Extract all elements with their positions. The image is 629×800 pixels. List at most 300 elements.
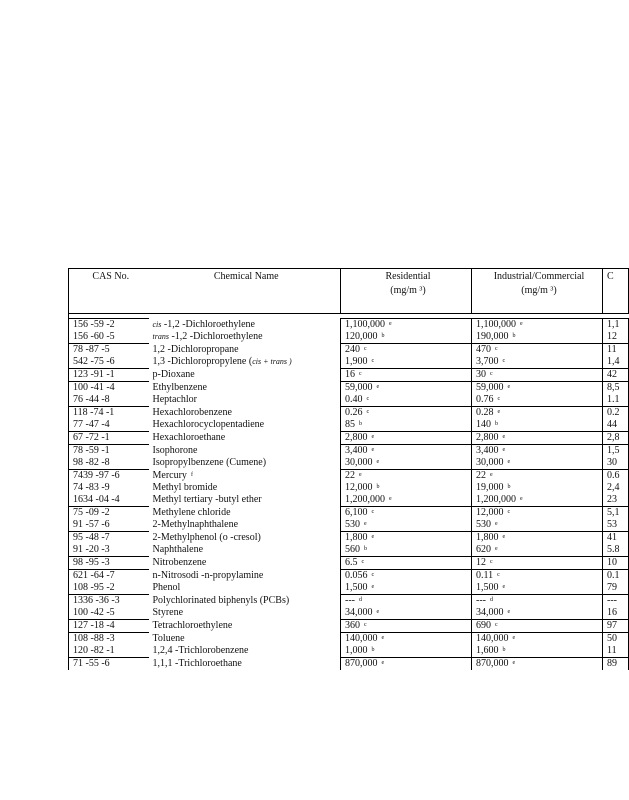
header-residential-unit: (mg/m ³) — [390, 285, 426, 296]
name-prefix: trans — [152, 332, 169, 341]
cas-number-cell — [69, 658, 149, 671]
other-cell — [603, 519, 629, 532]
chemical-name-cell — [149, 445, 341, 458]
residential-footnote: e — [364, 521, 367, 527]
residential-value: 2,800 — [345, 432, 368, 443]
cas-number-cell — [69, 369, 149, 382]
table-row — [69, 658, 629, 671]
chemical-name-cell — [149, 570, 341, 583]
cas-number: 7439 -97 -6 — [73, 470, 120, 481]
residential-footnote: c — [371, 509, 375, 515]
residential-cell — [341, 356, 472, 369]
other-cell — [603, 607, 629, 620]
residential-value: 1,100,000 — [345, 319, 385, 330]
cas-number-cell — [69, 519, 149, 532]
industrial-cell — [472, 658, 603, 671]
residential-value: 0.056 — [345, 570, 368, 581]
other-cell — [603, 382, 629, 395]
residential-cell — [341, 519, 472, 532]
industrial-footnote: e — [497, 409, 501, 415]
industrial-footnote: c — [490, 371, 493, 377]
chemical-name: Isopropylbenzene (Cumene) — [152, 457, 267, 468]
industrial-value: 530 — [476, 519, 491, 530]
industrial-footnote: d — [490, 597, 493, 603]
industrial-footnote: c — [507, 509, 511, 515]
residential-footnote: b — [376, 484, 380, 490]
other-value: 50 — [607, 633, 617, 644]
other-cell — [603, 645, 629, 658]
other-value: 16 — [607, 607, 617, 618]
cas-number: 100 -42 -5 — [73, 607, 115, 618]
residential-value: 1,500 — [345, 582, 368, 593]
table-row — [69, 633, 629, 646]
screening-levels-table — [68, 268, 629, 670]
industrial-value: 0.76 — [476, 394, 494, 405]
chemical-name-cell — [149, 319, 341, 332]
industrial-footnote: e — [502, 534, 506, 540]
table-row — [69, 382, 629, 395]
other-cell — [603, 482, 629, 494]
residential-value: 22 — [345, 470, 355, 481]
table-row — [69, 356, 629, 369]
chemical-name: Styrene — [152, 607, 184, 618]
chemical-name-cell — [149, 432, 341, 445]
cas-number-cell — [69, 470, 149, 483]
residential-footnote: e — [389, 496, 392, 502]
industrial-footnote: e — [502, 584, 506, 590]
other-value: 0.6 — [607, 470, 620, 481]
other-cell — [603, 633, 629, 646]
industrial-value: 190,000 — [476, 331, 509, 342]
industrial-footnote: e — [502, 447, 506, 453]
residential-value: 30,000 — [345, 457, 373, 468]
cas-number: 542 -75 -6 — [73, 356, 115, 367]
cas-number: 91 -20 -3 — [73, 544, 110, 555]
industrial-cell — [472, 507, 603, 520]
industrial-footnote: c — [497, 396, 501, 402]
other-cell — [603, 445, 629, 458]
chemical-name: p-Dioxane — [152, 368, 195, 380]
residential-cell — [341, 482, 472, 494]
cas-number: 75 -09 -2 — [73, 507, 110, 518]
industrial-footnote: e — [502, 434, 506, 440]
industrial-value: 12,000 — [476, 507, 504, 518]
residential-cell — [341, 607, 472, 620]
table-row — [69, 645, 629, 658]
chemical-name-cell — [149, 394, 341, 407]
other-cell — [603, 407, 629, 420]
chemical-name: Mercury — [152, 469, 187, 481]
other-value: 2,4 — [607, 482, 620, 493]
table-row — [69, 519, 629, 532]
chemical-name: Methyl bromide — [152, 482, 218, 493]
cas-number-cell — [69, 407, 149, 420]
table-row — [69, 507, 629, 520]
industrial-value: 1,200,000 — [476, 494, 516, 505]
residential-cell — [341, 445, 472, 458]
industrial-footnote: e — [490, 472, 493, 478]
other-value: --- — [607, 595, 617, 606]
table-row — [69, 457, 629, 470]
other-cell — [603, 319, 629, 332]
header-residential: Residential (mg/m ³) — [341, 269, 472, 314]
residential-value: 16 — [345, 369, 355, 380]
residential-value: 34,000 — [345, 607, 373, 618]
cas-number-cell — [69, 356, 149, 369]
residential-cell — [341, 407, 472, 420]
other-cell — [603, 532, 629, 545]
industrial-value: 30,000 — [476, 457, 504, 468]
industrial-value: 1,500 — [476, 582, 499, 593]
residential-value: 870,000 — [345, 658, 378, 669]
residential-value: 140,000 — [345, 633, 378, 644]
cas-number: 156 -60 -5 — [73, 331, 115, 342]
industrial-value: --- — [476, 595, 486, 606]
cas-number: 78 -87 -5 — [73, 344, 110, 355]
industrial-footnote: c — [497, 572, 500, 578]
industrial-cell — [472, 394, 603, 407]
residential-footnote: e — [376, 459, 380, 465]
residential-cell — [341, 595, 472, 608]
industrial-value: 140 — [476, 419, 491, 430]
residential-cell — [341, 344, 472, 357]
residential-value: 6,100 — [345, 507, 368, 518]
chemical-name-cell — [149, 331, 341, 344]
other-cell — [603, 369, 629, 382]
chemical-name: 1,1,1 -Trichloroethane — [152, 657, 242, 669]
other-cell — [603, 570, 629, 583]
chemical-name: Methyl tertiary -butyl ether — [152, 494, 262, 505]
other-cell — [603, 582, 629, 595]
other-value: 89 — [607, 658, 617, 669]
chemical-name: Isophorone — [152, 444, 198, 456]
industrial-cell — [472, 633, 603, 646]
cas-number: 123 -91 -1 — [73, 369, 115, 380]
chemical-name: 1,3 -Dichloropropylene ( — [152, 356, 253, 367]
cas-number: 71 -55 -6 — [73, 658, 110, 669]
other-cell — [603, 470, 629, 483]
table-row — [69, 319, 629, 332]
residential-cell — [341, 658, 472, 671]
residential-footnote: b — [359, 421, 362, 427]
name-prefix: cis — [152, 319, 162, 329]
other-value: 2,8 — [607, 432, 620, 443]
other-value: 0.2 — [607, 407, 620, 418]
residential-cell — [341, 394, 472, 407]
chemical-name: 1,2,4 -Trichlorobenzene — [152, 645, 249, 656]
cas-number: 118 -74 -1 — [73, 407, 115, 418]
industrial-footnote: c — [495, 346, 498, 352]
residential-cell — [341, 544, 472, 557]
industrial-value: 22 — [476, 470, 486, 481]
industrial-cell — [472, 494, 603, 507]
chemical-name: Heptachlor — [152, 394, 197, 405]
industrial-value: 3,400 — [476, 445, 499, 456]
industrial-cell — [472, 607, 603, 620]
table-row — [69, 620, 629, 633]
residential-cell — [341, 457, 472, 470]
residential-footnote: c — [371, 572, 375, 578]
industrial-footnote: b — [507, 484, 511, 490]
residential-footnote: b — [364, 546, 367, 552]
residential-footnote: e — [371, 447, 375, 453]
residential-cell — [341, 507, 472, 520]
industrial-value: 470 — [476, 344, 491, 355]
chemical-name-cell — [149, 457, 341, 470]
chemical-name-cell — [149, 633, 341, 646]
industrial-value: 870,000 — [476, 658, 509, 669]
chemical-name-cell — [149, 470, 341, 483]
cas-number-cell — [69, 494, 149, 507]
industrial-cell — [472, 369, 603, 382]
industrial-footnote: e — [520, 321, 523, 327]
cas-number-cell — [69, 570, 149, 583]
industrial-cell — [472, 470, 603, 483]
industrial-value: 0.11 — [476, 570, 494, 581]
industrial-cell — [472, 356, 603, 369]
table-row — [69, 570, 629, 583]
chemical-name: n-Nitrosodi -n-propylamine — [152, 569, 264, 581]
cas-number-cell — [69, 544, 149, 557]
industrial-value: 620 — [476, 544, 491, 555]
industrial-footnote: e — [495, 546, 498, 552]
residential-footnote: c — [366, 409, 370, 415]
other-cell — [603, 557, 629, 570]
industrial-cell — [472, 482, 603, 494]
chemical-name-cell — [149, 582, 341, 595]
industrial-value: 1,100,000 — [476, 319, 516, 330]
residential-cell — [341, 470, 472, 483]
residential-footnote: c — [361, 559, 365, 565]
industrial-cell — [472, 519, 603, 532]
industrial-cell — [472, 382, 603, 395]
table-row — [69, 544, 629, 557]
residential-footnote: e — [376, 609, 380, 615]
industrial-cell — [472, 407, 603, 420]
residential-cell — [341, 532, 472, 545]
cas-number: 156 -59 -2 — [73, 319, 115, 330]
cas-number: 95 -48 -7 — [73, 532, 110, 543]
chemical-name-cell — [149, 482, 341, 494]
table-row — [69, 344, 629, 357]
table-body — [69, 319, 629, 671]
residential-footnote: e — [359, 472, 362, 478]
chemical-name-cell — [149, 645, 341, 658]
table-row — [69, 582, 629, 595]
other-value: 97 — [607, 620, 617, 631]
other-cell — [603, 494, 629, 507]
table-row — [69, 419, 629, 432]
chemical-name-cell — [149, 544, 341, 557]
residential-value: 240 — [345, 344, 360, 355]
other-cell — [603, 331, 629, 344]
cas-number-cell — [69, 582, 149, 595]
industrial-value: 19,000 — [476, 482, 504, 493]
industrial-footnote: e — [520, 496, 523, 502]
chemical-name-cell — [149, 620, 341, 633]
other-cell — [603, 432, 629, 445]
other-value: 11 — [607, 645, 617, 656]
industrial-footnote: e — [495, 521, 498, 527]
industrial-footnote: c — [490, 559, 493, 565]
industrial-cell — [472, 457, 603, 470]
industrial-footnote: c — [502, 358, 506, 364]
other-value: 44 — [607, 419, 617, 430]
industrial-cell — [472, 620, 603, 633]
chemical-name-cell — [149, 658, 341, 671]
table-row — [69, 482, 629, 494]
industrial-value: 0.28 — [476, 407, 494, 418]
industrial-value: 12 — [476, 557, 486, 568]
other-cell — [603, 595, 629, 608]
chemical-name: 1,2 -Dichloropropane — [152, 343, 239, 355]
other-value: 42 — [607, 369, 617, 380]
residential-footnote: e — [371, 534, 375, 540]
cas-number: 127 -18 -4 — [73, 620, 115, 631]
residential-value: 6.5 — [345, 557, 358, 568]
table-row — [69, 369, 629, 382]
other-cell — [603, 620, 629, 633]
other-value: 5,1 — [607, 507, 620, 518]
cas-number: 91 -57 -6 — [73, 519, 110, 530]
cas-number: 74 -83 -9 — [73, 482, 110, 493]
residential-value: 1,200,000 — [345, 494, 385, 505]
cas-number: 98 -82 -8 — [73, 457, 110, 468]
header-chemical-name: Chemical Name — [149, 269, 341, 314]
other-value: 79 — [607, 582, 617, 593]
industrial-cell — [472, 445, 603, 458]
residential-value: 3,400 — [345, 445, 368, 456]
residential-cell — [341, 319, 472, 332]
chemical-name-cell — [149, 382, 341, 395]
other-value: 1,4 — [607, 356, 620, 367]
other-cell — [603, 419, 629, 432]
industrial-footnote: b — [502, 647, 506, 653]
residential-footnote: c — [364, 622, 367, 628]
chemical-name: -1,2 -Dichloroethylene — [168, 331, 263, 342]
cas-number: 98 -95 -3 — [73, 557, 110, 568]
cas-number-cell — [69, 557, 149, 570]
other-value: 53 — [607, 519, 617, 530]
chemical-name: Ethylbenzene — [152, 381, 207, 393]
residential-cell — [341, 645, 472, 658]
industrial-value: 3,700 — [476, 356, 499, 367]
chemical-name: Polychlorinated biphenyls (PCBs) — [152, 594, 290, 606]
industrial-footnote: e — [507, 459, 511, 465]
cas-number: 1634 -04 -4 — [73, 494, 120, 505]
chemical-name: 2-Methylnaphthalene — [152, 519, 239, 530]
chemical-name: Tetrachloroethylene — [152, 619, 233, 631]
cas-number-cell — [69, 633, 149, 646]
industrial-cell — [472, 582, 603, 595]
cas-number-cell — [69, 319, 149, 332]
industrial-value: 34,000 — [476, 607, 504, 618]
other-value: 1,5 — [607, 445, 620, 456]
other-value: 8,5 — [607, 382, 620, 393]
industrial-cell — [472, 570, 603, 583]
name-suffix: cis + trans ) — [252, 357, 292, 366]
residential-value: 85 — [345, 419, 355, 430]
cas-number: 100 -41 -4 — [73, 382, 115, 393]
cas-number-cell — [69, 331, 149, 344]
industrial-footnote: b — [495, 421, 498, 427]
industrial-value: 1,600 — [476, 645, 499, 656]
chemical-name-cell — [149, 595, 341, 608]
residential-value: 560 — [345, 544, 360, 555]
other-value: 41 — [607, 532, 617, 543]
residential-footnote: d — [359, 597, 362, 603]
cas-number-cell — [69, 507, 149, 520]
residential-value: 59,000 — [345, 382, 373, 393]
table-row — [69, 557, 629, 570]
table-row — [69, 494, 629, 507]
industrial-cell — [472, 645, 603, 658]
industrial-cell — [472, 557, 603, 570]
residential-cell — [341, 557, 472, 570]
table-row — [69, 532, 629, 545]
cas-number-cell — [69, 645, 149, 658]
residential-cell — [341, 633, 472, 646]
residential-value: --- — [345, 595, 355, 606]
residential-value: 360 — [345, 620, 360, 631]
residential-footnote: e — [381, 635, 385, 641]
other-value: 23 — [607, 494, 617, 505]
table-row — [69, 595, 629, 608]
chemical-name: -1,2 -Dichloroethylene — [161, 318, 255, 330]
chemical-name: 2-Methylphenol (o -cresol) — [152, 531, 261, 543]
residential-cell — [341, 331, 472, 344]
other-value: 0.1 — [607, 570, 620, 581]
chemical-name-cell — [149, 369, 341, 382]
residential-cell — [341, 494, 472, 507]
header-industrial-unit: (mg/m ³) — [521, 285, 557, 296]
industrial-cell — [472, 319, 603, 332]
table-row — [69, 445, 629, 458]
residential-footnote: c — [364, 346, 367, 352]
cas-number-cell — [69, 595, 149, 608]
header-industrial: Industrial/Commercial (mg/m ³) — [472, 269, 603, 314]
industrial-cell — [472, 344, 603, 357]
cas-number-cell — [69, 432, 149, 445]
other-value: 5.8 — [607, 544, 620, 555]
other-value: 1.1 — [607, 394, 620, 405]
cas-number-cell — [69, 620, 149, 633]
cas-number-cell — [69, 607, 149, 620]
other-cell — [603, 457, 629, 470]
industrial-cell — [472, 331, 603, 344]
industrial-footnote: b — [512, 333, 516, 339]
chemical-name-cell — [149, 557, 341, 570]
table-row — [69, 432, 629, 445]
cas-number: 621 -64 -7 — [73, 570, 115, 581]
residential-footnote: e — [376, 384, 380, 390]
cas-number: 120 -82 -1 — [73, 645, 115, 656]
cas-number-cell — [69, 445, 149, 458]
cas-number: 1336 -36 -3 — [73, 595, 120, 606]
cas-number-cell — [69, 482, 149, 494]
industrial-footnote: e — [507, 609, 511, 615]
industrial-footnote: e — [507, 384, 511, 390]
industrial-value: 1,800 — [476, 532, 499, 543]
chemical-name: Hexachloroethane — [152, 431, 226, 443]
header-cas: CAS No. — [69, 269, 149, 314]
residential-footnote: c — [371, 358, 375, 364]
cas-number: 108 -88 -3 — [73, 633, 115, 644]
industrial-cell — [472, 595, 603, 608]
other-cell — [603, 544, 629, 557]
name-footnote: f — [190, 471, 193, 478]
residential-cell — [341, 382, 472, 395]
